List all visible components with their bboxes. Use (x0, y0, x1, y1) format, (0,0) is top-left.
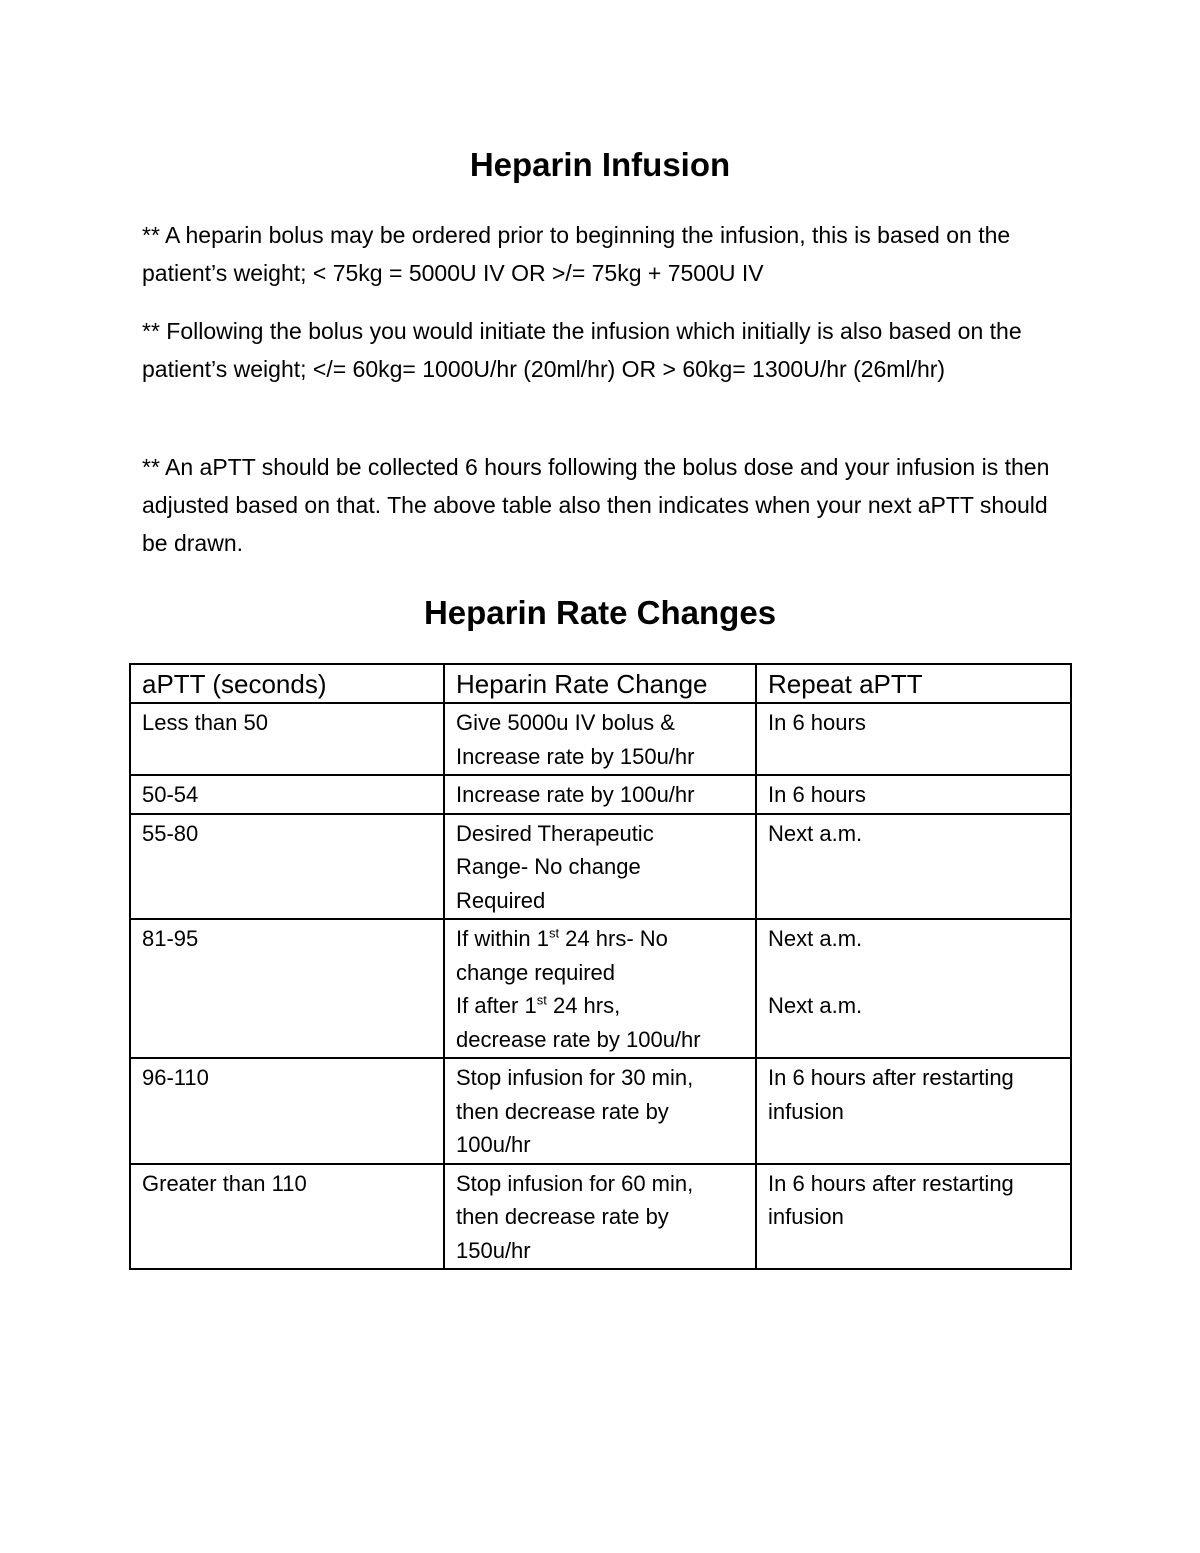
cell-text: 100u/hr (456, 1132, 531, 1157)
cell-text: infusion (768, 1204, 844, 1229)
cell-text: 50-54 (142, 782, 199, 807)
cell-text: If after 1 (456, 993, 537, 1018)
ordinal-suffix: st (536, 992, 547, 1008)
cell-text-line (456, 922, 745, 956)
table-row (130, 703, 1071, 775)
cell-text: Increase rate by 150u/hr (456, 743, 695, 769)
aptt-cell (130, 1164, 444, 1270)
cell-text: 24 hrs- No (559, 926, 668, 951)
cell-text: If within 1 (456, 926, 549, 951)
cell-text: Desired Therapeutic (456, 820, 654, 846)
cell-text: Greater than 110 (142, 1170, 307, 1196)
table-row (130, 1058, 1071, 1164)
cell-text: infusion (768, 1098, 844, 1124)
table-title: Heparin Rate Changes (423, 594, 777, 631)
cell-text: Next a.m. (768, 993, 863, 1018)
column-header-repeat-aptt: Repeat aPTT (756, 664, 1071, 703)
repeat-aptt-cell (756, 1164, 1071, 1270)
cell-text: then decrease rate by (456, 1204, 669, 1229)
page-title: Heparin Infusion (469, 146, 731, 183)
cell-text: Next a.m. (768, 820, 863, 846)
cell-text: 150u/hr (456, 1237, 531, 1263)
blank-line (768, 956, 1060, 990)
cell-text: In 6 hours after restarting (768, 1170, 1014, 1196)
repeat-aptt-cell (756, 1058, 1071, 1164)
cell-text: then decrease rate by (456, 1098, 669, 1124)
rate-change-cell (444, 919, 756, 1058)
column-header-rate-change: Heparin Rate Change (444, 664, 756, 703)
cell-text: In 6 hours (768, 782, 866, 807)
ordinal-suffix: st (548, 925, 560, 941)
rate-change-cell (444, 1058, 756, 1164)
cell-text: decrease rate by 100u/hr (456, 1026, 701, 1052)
repeat-aptt-cell (756, 919, 1071, 1058)
cell-text: Range- No change (456, 854, 641, 879)
aptt-cell (130, 919, 444, 1058)
table-row (130, 814, 1071, 920)
cell-text: Stop infusion for 30 min, (456, 1065, 694, 1090)
rate-change-cell (444, 775, 756, 814)
cell-text: Required (456, 887, 546, 913)
table-header-row (130, 664, 1071, 703)
cell-text: Stop infusion for 60 min, (456, 1170, 694, 1196)
cell-text: Give 5000u IV bolus & (456, 710, 675, 735)
heparin-rate-table (129, 663, 1072, 1270)
aptt-cell (130, 775, 444, 814)
cell-text: Next a.m. (768, 926, 863, 951)
cell-text: 81-95 (142, 926, 199, 951)
table-row (130, 919, 1071, 1058)
cell-text-line (456, 989, 745, 1023)
infusion-note: ** Following the bolus you would initiate the infusion which initially is also based on the patient’s weight; </= 60kg= 1000U/hr (20ml/hr) OR > 60kg= 1300U/hr (26ml/hr) (142, 318, 1022, 382)
aptt-cell (130, 703, 444, 775)
rate-change-cell (444, 1164, 756, 1270)
repeat-aptt-cell (756, 703, 1071, 775)
cell-text: Less than 50 (142, 710, 268, 735)
rate-change-cell (444, 814, 756, 920)
cell-text: In 6 hours after restarting (768, 1065, 1014, 1090)
cell-text: In 6 hours (768, 710, 866, 735)
aptt-cell (130, 1058, 444, 1164)
aptt-cell (130, 814, 444, 920)
cell-text: 55-80 (142, 820, 199, 846)
cell-text: change required (456, 959, 616, 985)
table-row (130, 775, 1071, 814)
cell-text: Increase rate by 100u/hr (456, 782, 695, 807)
bolus-note: ** A heparin bolus may be ordered prior to beginning the infusion, this is based on the patient’s weight; < 75kg = 5000U IV OR >/= 75kg + 7500U IV (142, 222, 1011, 286)
rate-change-cell (444, 703, 756, 775)
repeat-aptt-cell (756, 775, 1071, 814)
column-header-aptt: aPTT (seconds) (130, 664, 444, 703)
aptt-note: ** An aPTT should be collected 6 hours following the bolus dose and your infusion is then adjusted based on that. The above table also then indicates when your next aPTT should be drawn. (142, 454, 1050, 556)
cell-text: 96-110 (142, 1065, 209, 1090)
table-row (130, 1164, 1071, 1270)
cell-text: 24 hrs, (546, 993, 621, 1018)
repeat-aptt-cell (756, 814, 1071, 920)
